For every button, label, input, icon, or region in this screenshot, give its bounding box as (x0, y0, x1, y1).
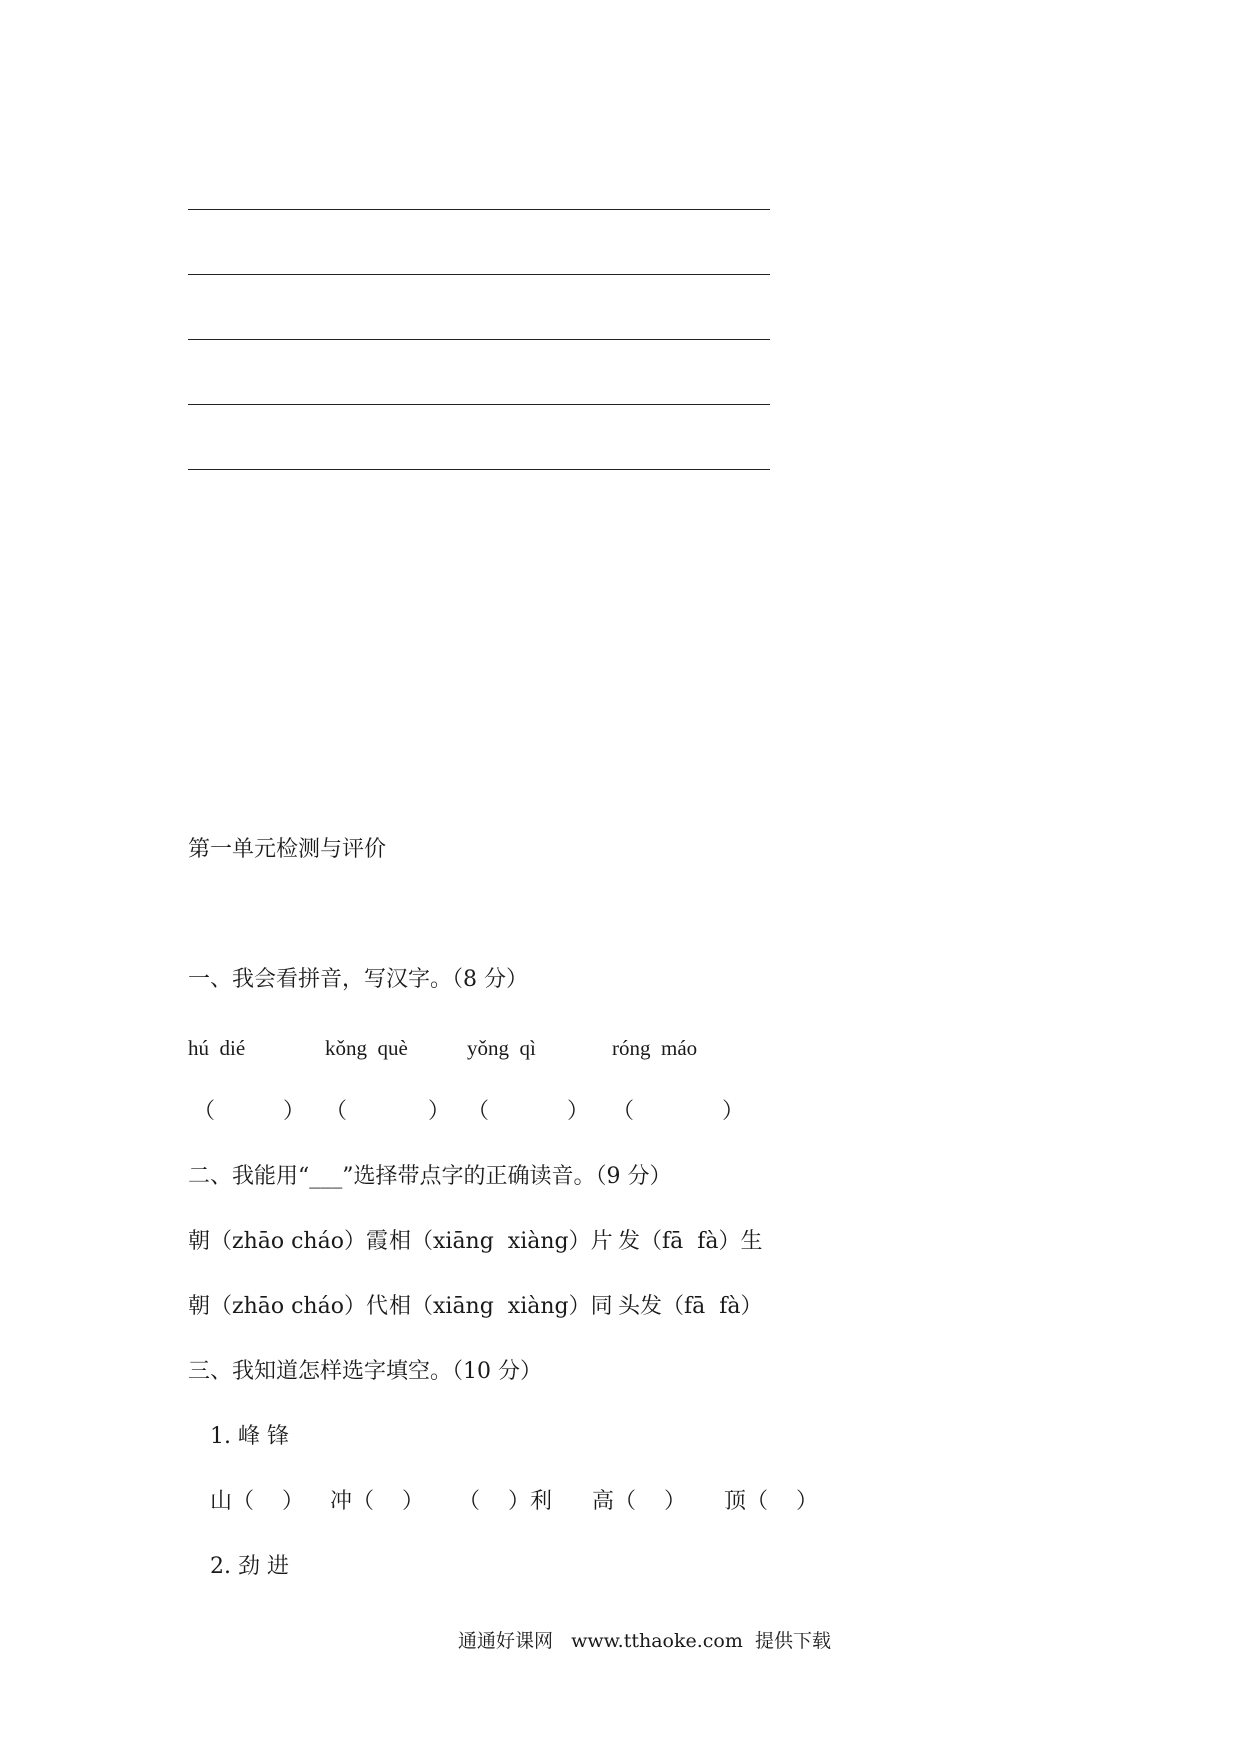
blank-4-open: （ (612, 1099, 635, 1124)
pinyin-1: hú dié (188, 1036, 246, 1060)
q2-label: 2. 劲 进 (210, 1554, 289, 1579)
section1-heading: 一、我会看拼音，写汉字。（8 分） (188, 967, 528, 992)
pinyin-3: yǒng qì (467, 1036, 536, 1060)
blank-2-close: ） (428, 1099, 451, 1124)
blank-1-open: （ (193, 1099, 216, 1124)
pinyin-4: róng máo (612, 1036, 698, 1060)
q1-item-5: 顶（ ） (724, 1489, 818, 1514)
blank-3-close: ） (567, 1099, 590, 1124)
answer-line-1 (188, 209, 770, 210)
footer-credit: 通通好课网 www.tthaoke.com 提供下载 (458, 1630, 831, 1652)
answer-line-2 (188, 274, 770, 275)
blank-4-close: ） (722, 1099, 745, 1124)
answer-line-4 (188, 404, 770, 405)
answer-line-5 (188, 469, 770, 470)
q1-item-3: （ ）利 (458, 1489, 552, 1514)
q1-item-2: 冲（ ） (330, 1489, 424, 1514)
page-title: 第一单元检测与评价 (188, 837, 387, 862)
reading-row2-item1: 朝（zhāo cháo）代 (188, 1294, 388, 1319)
blank-1-close: ） (283, 1099, 306, 1124)
reading-row2-item3: 头发（fā fà） (618, 1294, 763, 1319)
reading-row2-item2: 相（xiāng xiàng）同 (389, 1294, 613, 1319)
q1-label: 1. 峰 锋 (210, 1424, 289, 1449)
blank-3-open: （ (467, 1099, 490, 1124)
answer-line-3 (188, 339, 770, 340)
reading-row1-item2: 相（xiāng xiàng）片 (389, 1229, 613, 1254)
section3-heading: 三、我知道怎样选字填空。（10 分） (188, 1359, 542, 1384)
section2-heading: 二、我能用“___”选择带点字的正确读音。（9 分） (188, 1164, 672, 1189)
reading-row1-item1: 朝（zhāo cháo）霞 (188, 1229, 388, 1254)
reading-row1-item3: 发（fā fà）生 (618, 1229, 763, 1254)
q1-item-1: 山（ ） (210, 1489, 304, 1514)
q1-item-4: 高（ ） (592, 1489, 686, 1514)
blank-2-open: （ (325, 1099, 348, 1124)
pinyin-2: kǒng què (325, 1036, 408, 1060)
